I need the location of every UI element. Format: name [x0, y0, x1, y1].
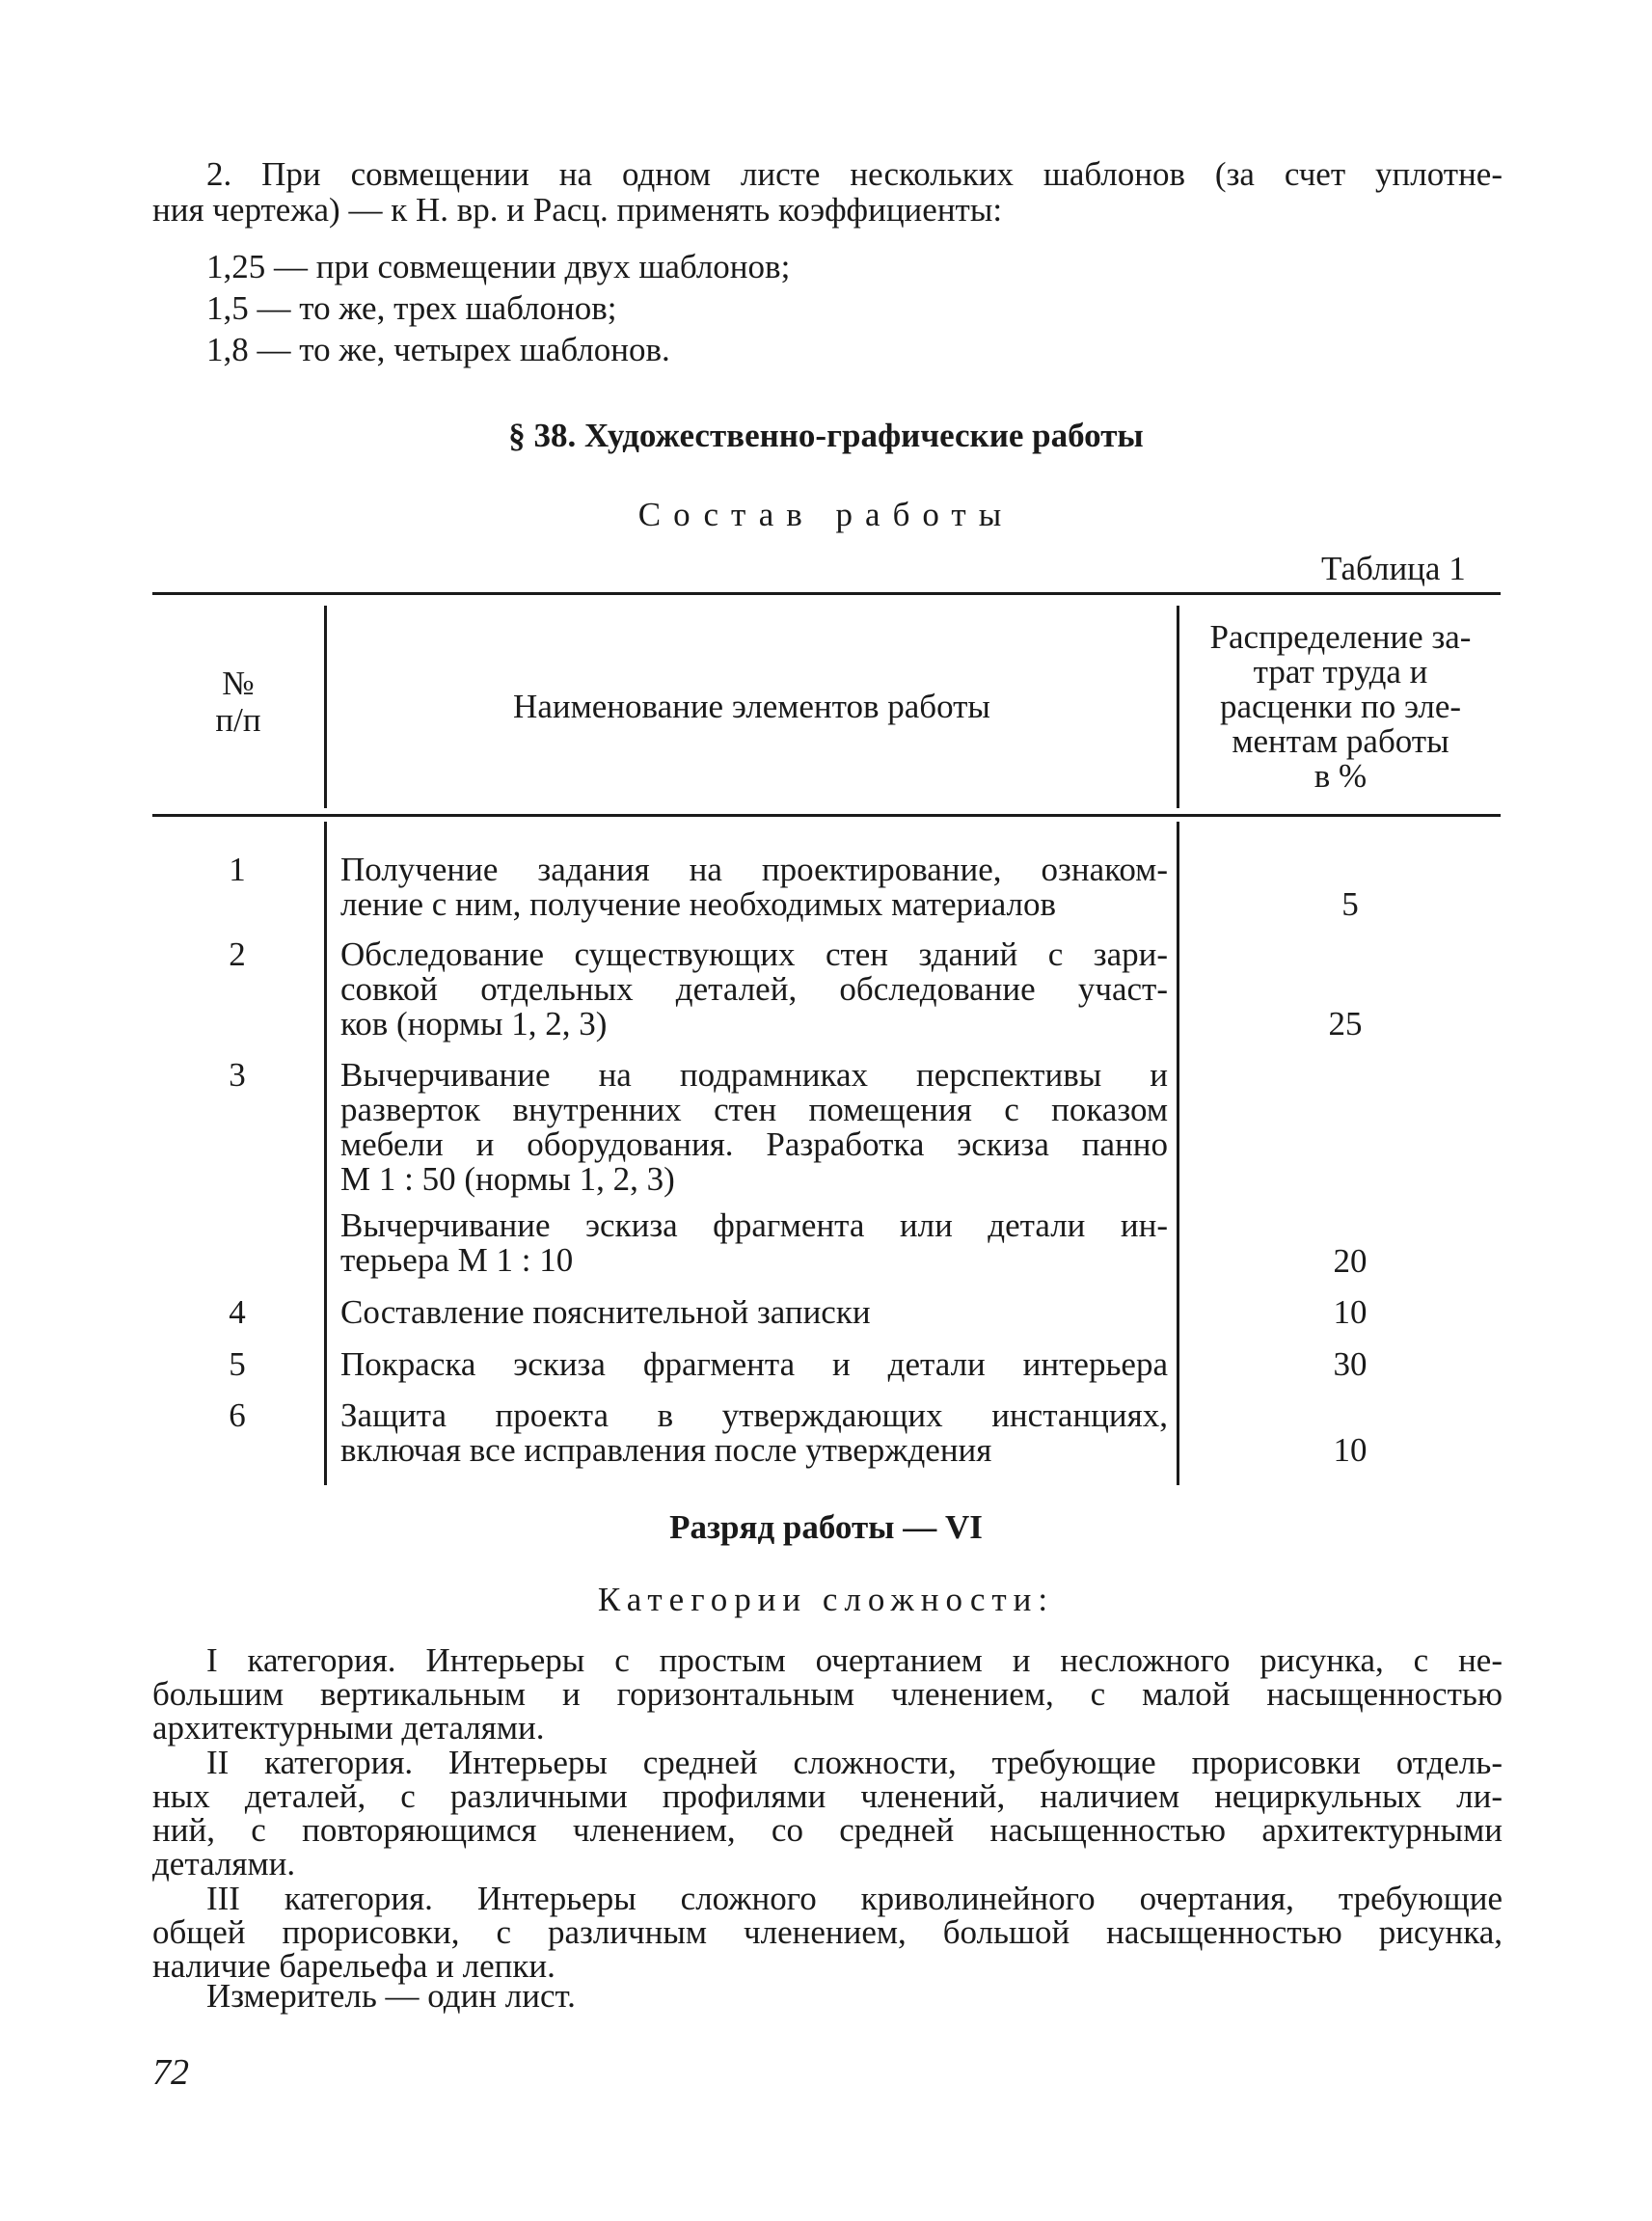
category-1-line-3: архитектурными деталями. [152, 1709, 545, 1747]
row-5-pct: 30 [1333, 1345, 1368, 1383]
category-3-line-3: наличие барельефа и лепки. [152, 1947, 555, 1985]
row-3-line-1: Вычерчивание на подрамниках перспективы и [340, 1056, 1168, 1094]
header-dist-line-2: трат труда и [1253, 653, 1428, 691]
row-6-line-1: Защита проекта в утверждающих инстанциях, [340, 1396, 1168, 1434]
category-1 [152, 1643, 1503, 1745]
grade-heading: Разряд работы — VI [669, 1508, 983, 1546]
category-1-line-1: I категория. Интерьеры с простым очертанием и несложного рисунка, с не- [206, 1641, 1503, 1679]
intro-line-1: 2. При совмещении на одном листе нескольких шаблонов (за счет уплотне- [206, 155, 1503, 193]
categories-heading: Категории сложности: [597, 1581, 1055, 1618]
row-3-line-4: М 1 : 50 (нормы 1, 2, 3) [340, 1160, 675, 1198]
row-3-num: 3 [229, 1056, 246, 1094]
row-6-line-2: включая все исправления после утверждения [340, 1431, 992, 1469]
row-5-text [340, 1347, 1168, 1382]
intro-paragraph [206, 157, 1503, 191]
composition-heading: Состав работы [637, 496, 1015, 533]
header-num [152, 665, 324, 739]
row-6-num: 6 [229, 1396, 246, 1434]
row-1-line-2: ление с ним, получение необходимых материалов [340, 885, 1057, 923]
body-divider-2 [1177, 822, 1179, 1485]
section-title: § 38. Художественно-графические работы [508, 417, 1144, 454]
row-2-text [340, 937, 1168, 1042]
row-4-line-1: Составление пояснительной записки [340, 1293, 871, 1331]
category-3-line-1: III категория. Интерьеры сложного криволинейного очертания, требующие [206, 1880, 1503, 1917]
row-3b-line-1: Вычерчивание эскиза фрагмента или детали ин- [340, 1206, 1168, 1244]
category-3-line-2: общей прорисовки, с различным членением, большой насыщенностью рисунка, [152, 1913, 1503, 1951]
row-3-line-2: разверток внутренних стен помещения с показом [340, 1091, 1168, 1128]
header-divider-2 [1177, 606, 1179, 808]
measure-line: Измеритель — один лист. [206, 1977, 576, 2015]
row-2-pct: 25 [1328, 1005, 1363, 1043]
row-5-num: 5 [229, 1345, 246, 1383]
category-2-line-3: ний, с повторяющимся членением, со средней насыщенностью архитектурными [152, 1811, 1503, 1849]
coef-line-3: 1,8 — то же, четырех шаблонов. [206, 331, 670, 368]
row-3b-text [340, 1208, 1168, 1278]
category-2-line-1: II категория. Интерьеры средней сложности, требующие прорисовки отдель- [206, 1744, 1503, 1781]
category-2-line-4: деталями. [152, 1845, 296, 1882]
row-1-num: 1 [229, 851, 246, 888]
intro-line-2: ния чертежа) — к Н. вр. и Расц. применять коэффициенты: [152, 191, 1003, 229]
header-num-line-1: № [222, 664, 255, 702]
table-header-rule [152, 814, 1501, 817]
coef-line-1: 1,25 — при совмещении двух шаблонов; [206, 248, 791, 285]
header-distribution [1180, 620, 1501, 794]
header-dist-line-1: Распределение за- [1209, 618, 1472, 656]
row-6-text [340, 1398, 1168, 1468]
row-4-pct: 10 [1333, 1293, 1368, 1331]
header-name: Наименование элементов работы [513, 688, 990, 725]
header-dist-line-3: расценки по эле- [1219, 688, 1462, 725]
header-num-line-2: п/п [215, 701, 261, 739]
table-label: Таблица 1 [1321, 550, 1466, 587]
row-4-num: 4 [229, 1293, 246, 1331]
coef-line-2: 1,5 — то же, трех шаблонов; [206, 289, 617, 327]
table-top-rule [152, 592, 1501, 595]
category-1-line-2: большим вертикальным и горизонтальным членением, с малой насыщенностью [152, 1675, 1503, 1713]
row-3-text [340, 1058, 1168, 1197]
row-4-text [340, 1295, 1168, 1330]
header-dist-line-5: в % [1313, 757, 1368, 795]
row-2-line-3: ков (нормы 1, 2, 3) [340, 1005, 608, 1043]
row-3b-line-2: терьера М 1 : 10 [340, 1241, 574, 1279]
row-2-line-1: Обследование существующих стен зданий с зари- [340, 935, 1168, 973]
row-2-num: 2 [229, 935, 246, 973]
row-1-line-1: Получение задания на проектирование, ознаком- [340, 851, 1168, 888]
body-divider-1 [324, 822, 327, 1485]
row-6-pct: 10 [1333, 1431, 1368, 1469]
header-dist-line-4: ментам работы [1232, 722, 1449, 760]
category-3 [152, 1882, 1503, 1983]
row-5-line-1: Покраска эскиза фрагмента и детали интерьера [340, 1345, 1168, 1383]
row-1-text [340, 853, 1168, 922]
row-2-line-2: совкой отдельных деталей, обследование участ- [340, 970, 1168, 1008]
row-3-line-3: мебели и оборудования. Разработка эскиза панно [340, 1125, 1168, 1163]
category-2 [152, 1746, 1503, 1881]
category-2-line-2: ных деталей, с различными профилями членений, наличием нециркульных ли- [152, 1777, 1503, 1815]
page-number: 72 [152, 2052, 189, 2093]
intro-paragraph-cont [152, 193, 1165, 227]
row-3b-pct: 20 [1333, 1242, 1368, 1280]
row-1-pct: 5 [1341, 885, 1359, 923]
